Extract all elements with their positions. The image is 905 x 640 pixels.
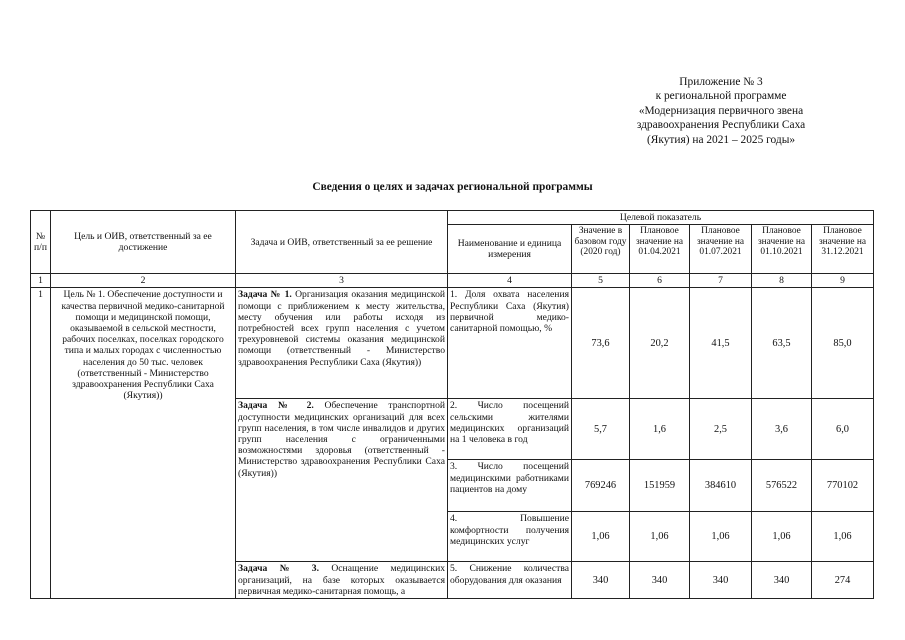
indicator-value: 1,06	[690, 512, 752, 562]
indicator-value: 6,0	[812, 399, 874, 460]
task-text: Обеспечение транспортной доступности медицинских организаций для всех групп населения, в том числе инвалидов и других групп населения с ограниченными возможностями здоровья (ответственный - Министерство здравоохранения Республики Саха (Якутия))	[238, 400, 445, 479]
column-number: 1	[31, 274, 51, 288]
header-base-value: Значение в базовом году (2020 год)	[572, 225, 630, 274]
table-row	[31, 288, 874, 399]
column-number: 8	[752, 274, 812, 288]
task-label: Задача № 1.	[238, 289, 292, 301]
task-cell	[236, 562, 448, 599]
indicator-value: 340	[630, 562, 690, 599]
indicator-value: 770102	[812, 460, 874, 512]
indicator-value: 769246	[572, 460, 630, 512]
column-number: 2	[51, 274, 236, 288]
indicator-value: 1,06	[572, 512, 630, 562]
indicator-name: 2. Число посещений сельскими жителями медицинских организаций на 1 человека в год	[448, 399, 572, 460]
header-plan-4: Плановое значение на 31.12.2021	[812, 225, 874, 274]
appendix-line: к региональной программе	[655, 90, 787, 103]
appendix-header	[590, 75, 852, 147]
header-plan-1: Плановое значение на 01.04.2021	[630, 225, 690, 274]
task-text: Организация оказания медицинской помощи с приближением к месту жительства, месту обучения или работы исходя из потребностей всех групп населения с учетом трехуровневой системы оказания медицинской помощи (ответственный - Министерство здравоохранения Республики Саха (Якутия))	[238, 289, 445, 368]
indicator-value: 85,0	[812, 288, 874, 399]
indicator-value: 41,5	[690, 288, 752, 399]
indicator-value: 2,5	[690, 399, 752, 460]
indicator-value: 5,7	[572, 399, 630, 460]
appendix-line: «Модернизация первичного звена	[638, 104, 804, 117]
indicator-value: 1,06	[752, 512, 812, 562]
column-number: 5	[572, 274, 630, 288]
indicator-value: 73,6	[572, 288, 630, 399]
goal-cell: Цель № 1. Обеспечение доступности и качества первичной медико-санитарной помощи и медицинской помощи, оказываемой в сельской местности, рабочих поселках, поселках городского типа и малых городах с численностью населения до 50 тыс. человек (ответственный - Министерство здравоохранения Республики Саха (Якутия))	[51, 288, 236, 599]
indicator-name: 5. Снижение количества оборудования для оказания	[448, 562, 572, 599]
goals-table	[30, 210, 874, 599]
header-plan-2: Плановое значение на 01.07.2021	[690, 225, 752, 274]
appendix-line: Приложение № 3	[679, 76, 763, 88]
header-target-indicator: Целевой показатель	[448, 211, 874, 225]
indicator-value: 340	[690, 562, 752, 599]
document-title: Сведения о целях и задачах региональной программы	[312, 181, 593, 193]
task-label: Задача № 3.	[238, 563, 319, 575]
indicator-value: 274	[812, 562, 874, 599]
column-number: 9	[812, 274, 874, 288]
header-indicator-name: Наименование и единица измерения	[448, 225, 572, 274]
task-label: Задача № 2.	[238, 400, 314, 412]
indicator-name: 4. Повышение комфортности получения медицинских услуг	[448, 512, 572, 562]
indicator-name: 3. Число посещений медицинскими работниками пациентов на дому	[448, 460, 572, 512]
indicator-value: 63,5	[752, 288, 812, 399]
header-goal: Цель и ОИВ, ответственный за ее достижение	[51, 211, 236, 274]
header-plan-3: Плановое значение на 01.10.2021	[752, 225, 812, 274]
appendix-line: здравоохранения Республики Саха	[636, 119, 806, 132]
indicator-value: 1,6	[630, 399, 690, 460]
task-cell	[236, 288, 448, 399]
indicator-value: 1,06	[630, 512, 690, 562]
column-number: 6	[630, 274, 690, 288]
column-number: 4	[448, 274, 572, 288]
column-number: 3	[236, 274, 448, 288]
indicator-value: 576522	[752, 460, 812, 512]
indicator-value: 20,2	[630, 288, 690, 399]
indicator-value: 1,06	[812, 512, 874, 562]
indicator-name: 1. Доля охвата населения Республики Саха (Якутия) первичной медико-санитарной помощью, %	[448, 288, 572, 399]
indicator-value: 151959	[630, 460, 690, 512]
task-cell	[236, 399, 448, 562]
header-task: Задача и ОИВ, ответственный за ее решение	[236, 211, 448, 274]
column-number: 7	[690, 274, 752, 288]
indicator-value: 384610	[690, 460, 752, 512]
header-num: № п/п	[31, 211, 51, 274]
indicator-value: 340	[752, 562, 812, 599]
appendix-line: (Якутия) на 2021 – 2025 годы»	[646, 133, 796, 146]
task-text: Оснащение медицинских организаций, на базе которых оказывается первичная медико-санитарная помощь, а	[238, 563, 445, 597]
indicator-value: 340	[572, 562, 630, 599]
indicator-value: 3,6	[752, 399, 812, 460]
row-number: 1	[31, 288, 51, 599]
column-number-row	[31, 274, 874, 288]
